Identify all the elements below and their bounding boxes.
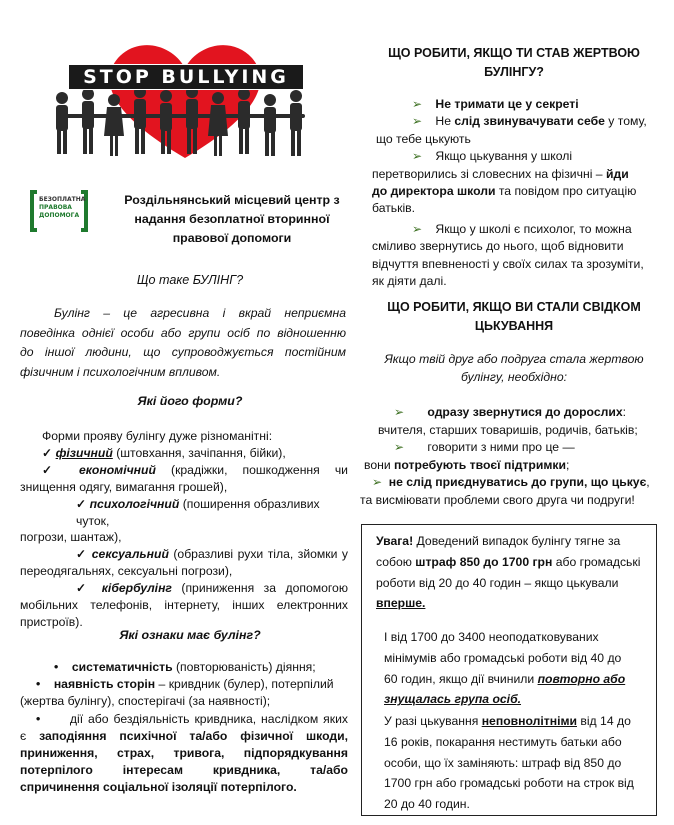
form-desc: (штовхання, зачіпання, бійки), [112, 445, 286, 460]
action-text: ; [565, 457, 570, 472]
form-desc: (крадіжки, пошкодження чи [155, 462, 348, 477]
banner-illustration [40, 30, 330, 170]
form-item-sexual [20, 546, 348, 563]
form-desc-cont: мобільних телефонів, інтернету, інших електронних [20, 598, 348, 613]
warning-text: штраф 850 до 1700 грн [415, 554, 553, 569]
warning-text: Доведений випадок булінгу тягне за [413, 534, 621, 548]
action-text-cont [372, 166, 656, 183]
sign-term: наявність сторін [53, 677, 156, 692]
definition-line: Булінг – це агресивна і вкрай неприємна [54, 306, 346, 320]
action-text: вони [364, 457, 395, 472]
form-name: психологічний [89, 496, 180, 511]
signs-list [20, 659, 348, 797]
action-text: : [622, 405, 627, 419]
logo-line-1: БЕЗОПЛАТНА [39, 196, 86, 203]
warning-text: роботи від 20 до 40 годин – якщо цькували [376, 575, 619, 590]
bullet-icon: • [54, 660, 72, 674]
arrow-bullet-icon: ➢ [412, 149, 436, 164]
form-item-economic [20, 462, 348, 479]
witness-intro [372, 350, 656, 386]
action-text: Не [435, 114, 455, 129]
sign-text: є [20, 728, 40, 743]
bullet-icon: • [36, 677, 54, 692]
forms-intro: Форми прояву булінгу дуже різноманітні: [42, 429, 273, 443]
form-item-cyber [20, 580, 348, 597]
arrow-bullet-icon: ➢ [412, 114, 436, 129]
action-text-cont [372, 183, 656, 200]
action-text-cont: сміливо звернутись до нього, щоб відновити [372, 239, 624, 254]
sign-desc-cont: (жертва булінгу), спостерігачі (за наявності); [20, 694, 271, 709]
arrow-bullet-icon: ➢ [394, 440, 428, 454]
checkmark-icon: ✓ [42, 445, 56, 460]
action-text: у тому, [604, 114, 647, 129]
heading-victim [372, 44, 656, 82]
action-text-cont: батьків. [372, 201, 416, 216]
action-psychologist [372, 221, 656, 238]
org-line-2: надання безоплатної вторинної [134, 212, 330, 226]
org-name [108, 191, 356, 248]
sign-item-systematic [20, 659, 348, 676]
form-desc-cont: переодягальнях, сексуальні погрози), [20, 564, 233, 579]
intro-line: Якщо твій друг або подруга стала жертвою [384, 352, 644, 366]
warning-text: 20 до 40 годин. [384, 797, 470, 812]
question-what-is-bullying: Що таке БУЛІНГ? [136, 273, 244, 287]
intro-line: булінгу, необхідно: [460, 370, 567, 384]
action-text: Якщо у школі є психолог, то можна [435, 221, 632, 236]
logo-line-2: ПРАВОВА [39, 204, 72, 211]
action-text: та повідом про ситуацію [495, 184, 637, 199]
warning-text: У разі цькування [384, 714, 482, 728]
warning-text: І від 1700 до 3400 неоподатковуваних [384, 630, 599, 644]
action-text-cont: та висміювати проблеми свого друга чи подруги! [360, 492, 635, 507]
warning-box [361, 524, 657, 816]
action-text: не слід приєднуватись до групи, що цькує [388, 475, 647, 489]
action-text: слід звинувачувати себе [454, 114, 605, 129]
bullying-definition [20, 304, 346, 382]
form-item-psychological [20, 496, 348, 530]
arrow-bullet-icon: ➢ [372, 475, 389, 489]
checkmark-icon: ✓ [76, 496, 90, 511]
warning-text: мінімумів або громадські роботи від 40 до [384, 650, 622, 665]
form-name: фізичний [55, 445, 113, 460]
form-name: кібербулінг [101, 581, 172, 596]
sign-text: заподіяння психічної та/або фізичної шкоди, [39, 728, 349, 743]
org-line-3: правової допомоги [172, 231, 292, 245]
warning-text: 60 годин, якщо дії вчинили [384, 671, 538, 686]
warning-label: Увага! [376, 534, 414, 548]
action-text: одразу звернутися до дорослих [427, 405, 623, 419]
sign-desc: дії або бездіяльність кривдника, наслідком яких [69, 711, 348, 726]
victim-actions [372, 96, 656, 290]
sign-desc: (повторюваність) діяння; [172, 660, 316, 674]
warning-text: 1700 грн або громадські роботи на строк від [384, 776, 634, 791]
checkmark-icon: ✓ [76, 581, 102, 596]
form-desc-cont: погрози, шантаж), [20, 530, 122, 545]
arrow-bullet-icon: ➢ [412, 97, 436, 111]
form-item-physical [20, 445, 348, 462]
checkmark-icon: ✓ [76, 547, 92, 562]
heading-line: ЦЬКУВАННЯ [474, 319, 554, 333]
form-desc-cont: пристроїв). [20, 614, 83, 629]
warning-text: 16 років, покарання нестимуть батьки або [384, 734, 622, 749]
sign-item-sides [20, 676, 348, 693]
warning-paragraph-1 [376, 531, 648, 614]
warning-text: знущалась група осіб. [384, 692, 522, 707]
form-name: сексуальний [91, 547, 169, 562]
form-desc: (приниження за допомогою [171, 581, 348, 596]
warning-text: від 14 до [576, 714, 631, 728]
sign-desc: – кривдник (булер), потерпілий [155, 677, 334, 692]
arrow-bullet-icon: ➢ [412, 221, 436, 236]
warning-text: неповнолітніми [481, 714, 577, 728]
sign-desc-cont: приниження, страх, тривога, підпорядкування [20, 746, 348, 761]
action-text-cont: відчуття впевненості у своїх силах та зрозуміти, [372, 256, 644, 271]
warning-text: собою [376, 554, 416, 569]
action-secret [372, 96, 656, 113]
action-blame [372, 113, 656, 130]
heart-icon [110, 45, 261, 158]
form-desc: (поширення образливих чуток, [76, 496, 320, 528]
question-signs: Які ознаки має булінг? [119, 628, 261, 642]
warning-text: вперше. [376, 596, 426, 611]
forms-list [20, 428, 348, 631]
form-name: економічний [78, 462, 156, 477]
sign-desc-cont: потерпілого інтересам кривдника, та/або [20, 763, 348, 778]
definition-line: до іншої людини, що супроводжується постійним [20, 345, 346, 359]
action-text: перетворились зі словесних на фізичні – [372, 166, 606, 181]
sign-desc-cont [20, 728, 348, 745]
arrow-bullet-icon: ➢ [394, 405, 428, 419]
form-desc-cont: знищення одягу, вимагання грошей), [20, 479, 228, 494]
action-text: Якщо цькування у школі [435, 149, 573, 164]
org-line-1: Роздільнянський місцевий центр з [124, 193, 340, 207]
heading-line: ЩО РОБИТИ, ЯКЩО ВИ СТАЛИ СВІДКОМ [387, 300, 641, 314]
action-director [372, 148, 656, 165]
action-text: говорити з ними про це — [427, 440, 575, 454]
heading-line: ЩО РОБИТИ, ЯКЩО ТИ СТАВ ЖЕРТВОЮ [388, 46, 640, 60]
witness-action-adults [360, 404, 660, 422]
definition-line: фізичним і психологічним впливом. [20, 364, 221, 379]
legal-aid-logo [30, 190, 88, 232]
action-text-cont [360, 457, 660, 475]
action-text-cont: що тебе цькують [376, 131, 471, 146]
stop-bullying-banner [40, 30, 330, 170]
warning-text: повторно або [537, 671, 626, 686]
witness-action-talk [360, 439, 660, 457]
witness-action-dont-join: ➢ не слід приєднуватись до групи, що цькує, [372, 475, 650, 489]
action-text: потребують твоєї підтримки [394, 457, 566, 472]
warning-paragraph-2 [384, 627, 652, 710]
definition-line: поведінка однієї особи або групи осіб по відношенню [20, 325, 346, 340]
checkmark-icon: ✓ [42, 462, 79, 477]
sign-desc-cont: спричинення соціальної ізоляції потерпілого. [20, 780, 297, 795]
question-forms: Які його форми? [137, 394, 243, 408]
sign-term: систематичність [71, 660, 173, 674]
action-text: Не тримати це у секреті [435, 97, 579, 111]
heading-witness [372, 298, 656, 336]
warning-text: особи, що їх заміняють: штраф від 850 до [384, 755, 622, 770]
sign-item-actions [20, 711, 348, 728]
warning-text: або громадські [552, 554, 641, 569]
heading-line: БУЛІНГУ? [484, 65, 544, 79]
bullet-icon: • [36, 711, 70, 726]
witness-actions [360, 404, 660, 509]
warning-paragraph-3 [384, 711, 652, 815]
form-desc: (образливі рухи тіла, зйомки у [168, 547, 348, 562]
action-text: йди [605, 166, 629, 181]
action-text: до директора школи [372, 184, 496, 199]
banner-title: STOP BULLYING [68, 64, 304, 90]
action-text-cont: як діяти далі. [372, 274, 447, 289]
action-text-cont: вчителя, старших товаришів, родичів, батьків; [378, 422, 638, 437]
logo-line-3: ДОПОМОГА [39, 212, 80, 219]
